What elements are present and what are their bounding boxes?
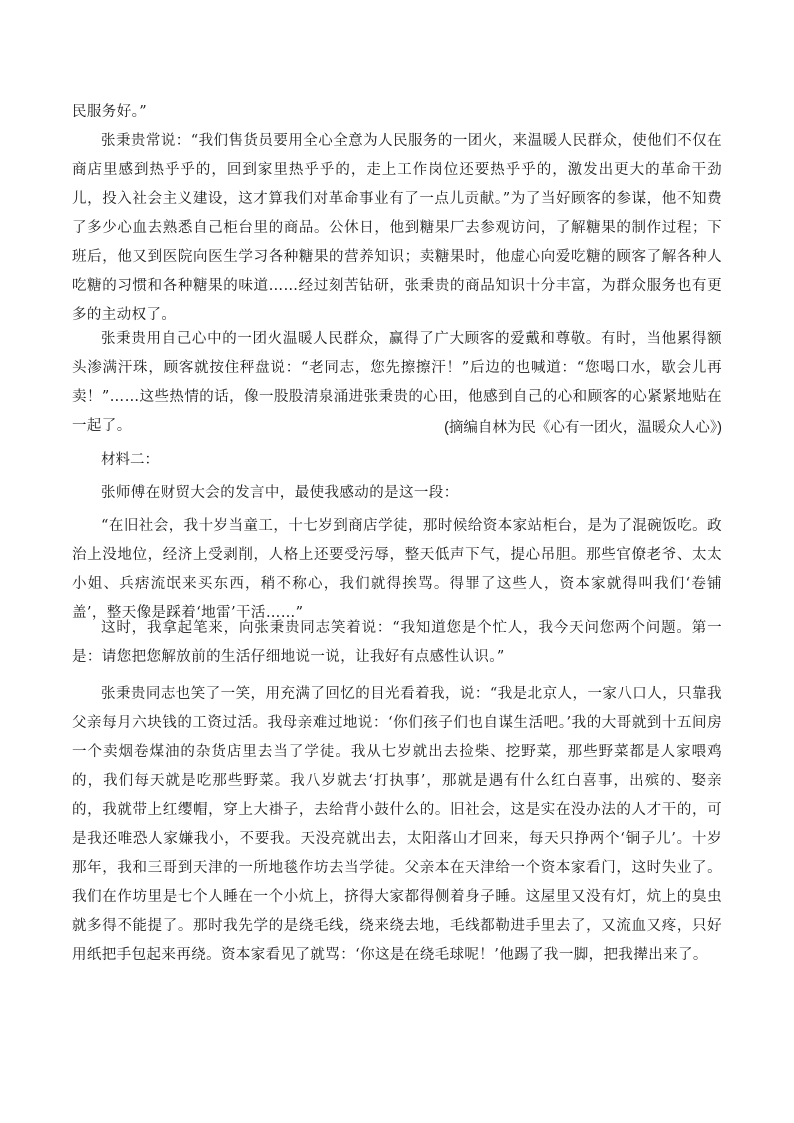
material1-paragraph-zhang-quote: 张秉贵常说：“我们售货员要用全心全意为人民服务的一团火，来温暖人民群众，使他们不仅在商店里感到热乎乎的，回到家里热乎乎的，走上工作岗位还要热乎乎的，激发出更大的革命干劲儿，投入社会主义建设，这才算我们对革命事业有了一点儿贡献。”为了当好顾客的参谋，他不知费了多少心血去熟悉自己柜台里的商品。公休日，他到糖果厂去参观访问，了解糖果的制作过程；下班后，他又到医院向医生学习各种糖果的营养知识；卖糖果时，他虚心向爱吃糖的顾客了解各种人吃糖的习惯和各种糖果的味道……经过刻苦钻研，张秉贵的商品知识十分丰富，为群众服务也有更多的主动权了。: [72, 133, 722, 323]
material2-heading: 材料二：: [101, 452, 159, 468]
material1-paragraph-customers: 张秉贵用自己心中的一团火温暖人民群众，赢得了广大顾客的爱戴和尊敬。有时，当他累得额头渗满汗珠，顾客就按住秤盘说：“老同志，您先擦擦汗！”后边的也喊道：“您喝口水，歇会儿再卖！”……这些热情的话，像一股股清泉涌进张秉贵的心田，他感到自己的心和顾客的心紧紧地贴在一起了。: [72, 331, 722, 434]
source-attribution: (摘编自林为民《心有一团火，温暖众人心》): [444, 420, 722, 436]
material2-question: 这时，我拿起笔来，向张秉贵同志笑着说：“我知道您是个忙人，我今天问您两个问题。第一是：请您把您解放前的生活仔细地说一说，让我好有点感性认识。”: [72, 620, 722, 665]
material2-answer: 张秉贵同志也笑了一笑，用充满了回忆的目光看着我，说：“我是北京人，一家八口人，只靠我父亲每月六块钱的工资过活。我母亲难过地说：‘你们孩子们也自谋生活吧。’我的大哥就到十五间房一个卖烟卷煤油的杂货店里去当了学徒。我从七岁就出去捡柴、挖野菜，那些野菜都是人家喂鸡的，我们每天就是吃那些野菜。我八岁就去‘打执事’，那就是遇有什么红白喜事，出殡的、娶亲的，我就带上红缨帽，穿上大褂子，去给背小鼓什么的。旧社会，这是实在没办法的人才干的，可是我还唯恐人家嫌我小，不要我。天没亮就出去，太阳落山才回来，每天只挣两个‘铜子儿’。十岁那年，我和三哥到天津的一所地毯作坊去当学徒。父亲本在天津给一个资本家看门，这时失业了。我们在作坊里是七个人睡在一个小炕上，挤得大家都得侧着身子睡。这屋里又没有灯，炕上的臭虫就多得不能提了。那时我先学的是绕毛线，绕来绕去地，毛线都勒进手里去了，又流血又疼，只好用纸把手包起来再绕。资本家看见了就骂：‘你这是在绕毛球呢！’他踢了我一脚，把我撵出来了。: [72, 686, 722, 963]
material2-intro: 张师傅在财贸大会的发言中，最使我感动的是这一段：: [101, 485, 459, 501]
material2-speech-quote: “在旧社会，我十岁当童工，十七岁到商店学徒，那时候给资本家站柜台，是为了混碗饭吃。政治上没地位，经济上受剥削，人格上还要受污辱，整天低声下气，提心吊胆。那些官僚老爷、太太小姐、兵痞流氓来买东西，稍不称心，我们就得挨骂。得罪了这些人，资本家就得叫我们‘卷铺盖’，整天像是踩着‘地雷’干活……”: [72, 518, 722, 621]
material1-paragraph-continuation: 民服务好。”: [72, 104, 148, 120]
